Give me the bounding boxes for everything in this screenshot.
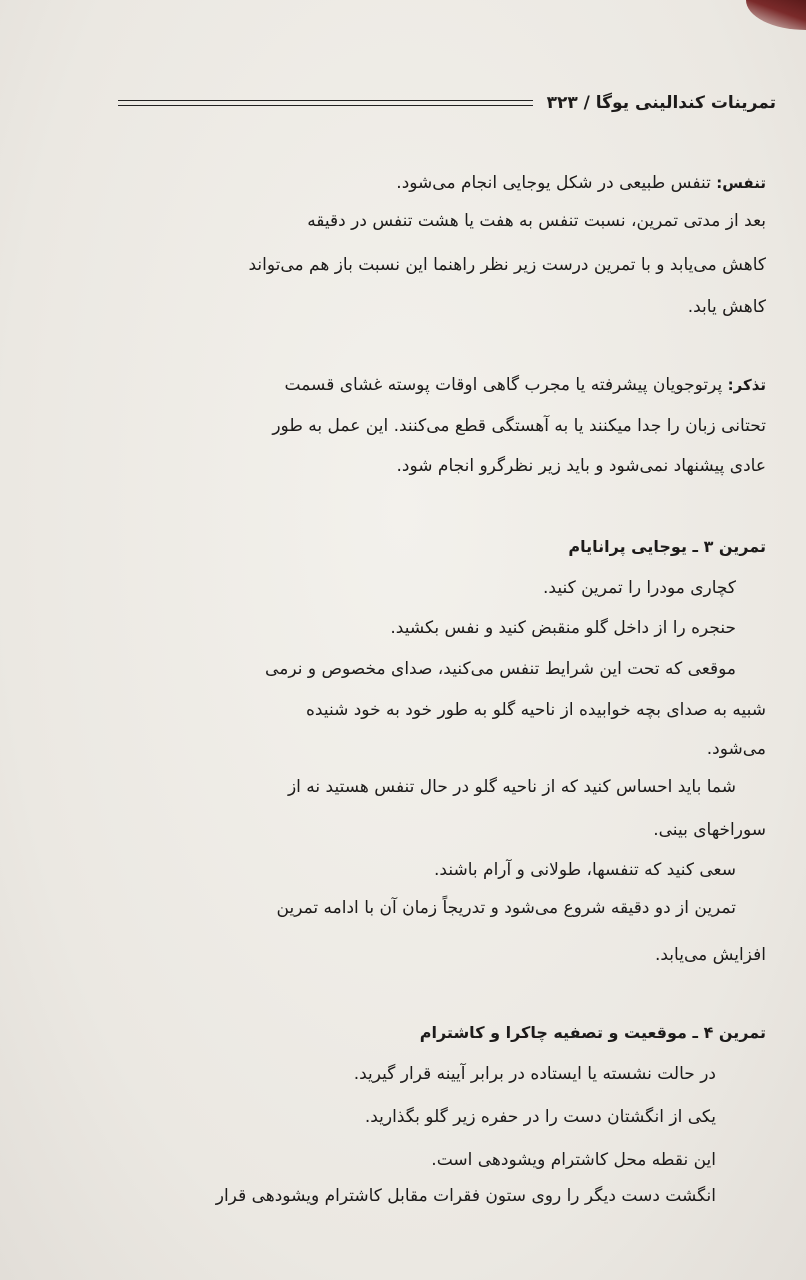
exercise-line: یکی از انگشتان دست را در حفره زیر گلو بگذارید. — [364, 1107, 716, 1127]
exercise-line: در حالت نشسته یا ایستاده در برابر آیینه قرار گیرید. — [353, 1064, 716, 1084]
breathing-text: تنفس طبیعی در شکل یوجایی انجام می‌شود. — [396, 173, 711, 193]
exercise-line: موقعی که تحت این شرایط تنفس می‌کنید، صدای مخصوص و نرمی — [265, 659, 736, 679]
exercise-line: شما باید احساس کنید که از ناحیه گلو در حال تنفس هستید نه از — [287, 777, 736, 797]
note-line — [122, 375, 766, 395]
exercise-line: شبیه به صدای بچه خوابیده از ناحیه گلو به طور خود به خود شنیده — [306, 700, 766, 720]
note-label: تذکر: — [727, 376, 766, 394]
exercise-line: سوراخهای بینی. — [653, 820, 766, 840]
exercise-line: سعی کنید که تنفسها، طولانی و آرام باشند. — [434, 860, 736, 880]
exercise-line: حنجره را از داخل گلو منقبض کنید و نفس بکشید. — [390, 618, 736, 638]
paragraph-line: بعد از مدتی تمرین، نسبت تنفس به هفت یا هشت تنفس در دقیقه — [307, 211, 766, 231]
running-header — [118, 86, 776, 120]
paragraph-line: کاهش می‌یابد و با تمرین درست زیر نظر راهنما این نسبت باز هم می‌تواند — [248, 255, 766, 275]
page-corner-decoration — [746, 0, 806, 30]
header-title-group — [533, 93, 776, 113]
exercise-line: کچاری مودرا را تمرین کنید. — [543, 578, 736, 598]
header-rule — [118, 100, 533, 106]
header-title: تمرینات کندالینی یوگا — [595, 93, 776, 113]
note-line: عادی پیشنهاد نمی‌شود و باید زیر نظرگرو انجام شود. — [396, 456, 766, 476]
exercise-4-heading: تمرین ۴ ـ موقعیت و تصفیه چاکرا و کاشترام — [419, 1023, 766, 1042]
exercise-line: انگشت دست دیگر را روی ستون فقرات مقابل کاشترام ویشودهی قرار — [215, 1186, 716, 1206]
breathing-line — [122, 173, 766, 193]
page-number: ۳۲۳ — [546, 93, 578, 113]
exercise-3-heading: تمرین ۳ ـ یوجایی پرانایام — [568, 537, 766, 556]
breathing-label: تنفس: — [716, 174, 766, 192]
paragraph-line: کاهش یابد. — [687, 297, 766, 317]
exercise-line: افزایش می‌یابد. — [654, 945, 766, 965]
note-text: پرتوجویان پیشرفته یا مجرب گاهی اوقات پوسته غشای قسمت — [284, 375, 723, 395]
exercise-line: این نقطه محل کاشترام ویشودهی است. — [431, 1150, 716, 1170]
exercise-line: می‌شود. — [706, 739, 766, 759]
exercise-line: تمرین از دو دقیقه شروع می‌شود و تدریجاً زمان آن با ادامه تمرین — [276, 898, 736, 918]
header-separator: / — [583, 93, 590, 113]
note-line: تحتانی زبان را جدا میکنند یا به آهستگی قطع می‌کنند. این عمل به طور — [272, 416, 766, 436]
